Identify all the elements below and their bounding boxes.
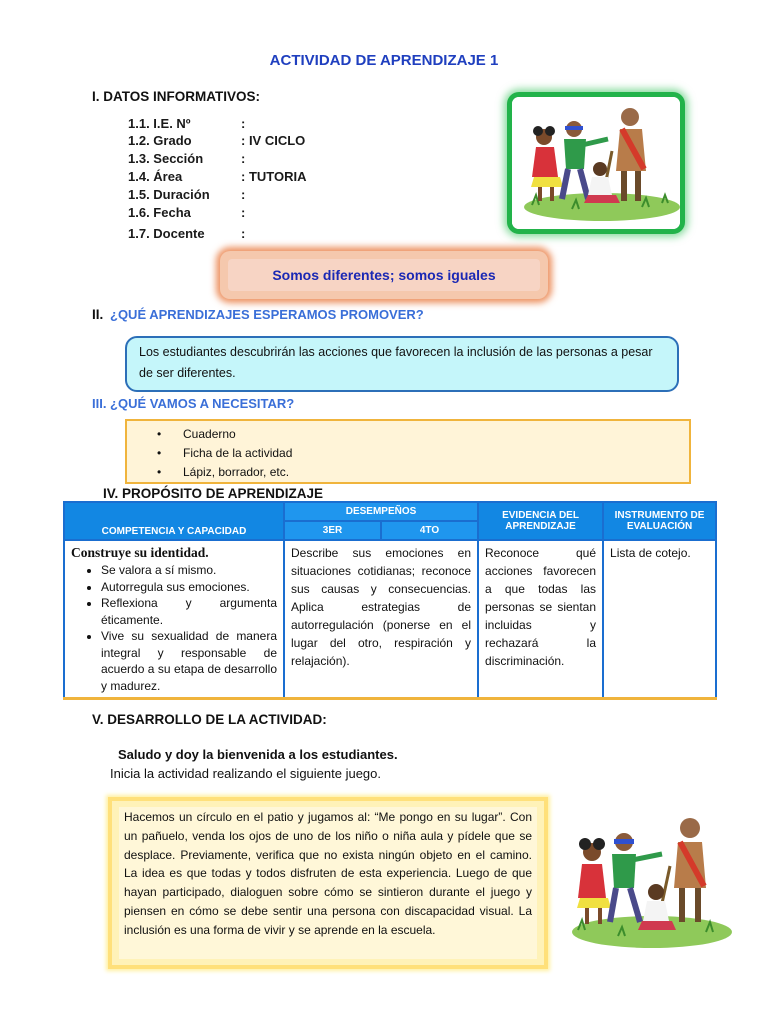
materials-box: • Cuaderno • Ficha de la actividad • Lápiz, borrador, etc. — [125, 419, 691, 484]
instruction-line: Inicia la actividad realizando el siguiente juego. — [110, 766, 382, 781]
page-title: ACTIVIDAD DE APRENDIZAJE 1 — [269, 52, 499, 69]
competencia-cell — [64, 540, 284, 699]
info-label: 1.6. Fecha — [128, 205, 191, 220]
info-value: : — [241, 205, 246, 220]
section-2-number: II. — [92, 307, 104, 322]
info-value: : — [241, 116, 246, 131]
list-item: • Vive su sexualidad de manera integral y responsable de acuerdo a su etapa de desarrollo y madurez. — [101, 628, 277, 694]
section-2-heading: ¿QUÉ APRENDIZAJES ESPERAMOS PROMOVER? — [110, 307, 424, 322]
list-item: • Autorregula sus emociones. — [101, 579, 277, 596]
info-value: : TUTORIA — [241, 169, 307, 184]
section-4-heading: IV. PROPÓSITO DE APRENDIZAJE — [103, 486, 324, 501]
info-label: 1.1. I.E. Nº — [128, 116, 191, 131]
capacidades-list — [71, 562, 277, 694]
info-value: : — [241, 226, 246, 241]
info-value: : — [241, 187, 246, 202]
list-item: • Se valora a sí mismo. — [101, 562, 277, 579]
purpose-table — [63, 501, 717, 700]
info-row — [128, 169, 306, 184]
game-instructions-box — [108, 797, 548, 969]
section-5-heading: V. DESARROLLO DE LA ACTIVIDAD: — [92, 712, 327, 727]
info-row — [128, 151, 245, 166]
blind-game-illustration — [566, 806, 736, 954]
header-desempenos: DESEMPEÑOS — [284, 502, 478, 521]
header-competencia: COMPETENCIA Y CAPACIDAD — [64, 502, 284, 540]
info-row — [128, 205, 245, 220]
greeting-line: Saludo y doy la bienvenida a los estudiantes. — [118, 747, 398, 762]
section-3-heading: III. ¿QUÉ VAMOS A NECESITAR? — [92, 396, 295, 411]
header-evidencia: EVIDENCIA DEL APRENDIZAJE — [478, 502, 603, 540]
learning-goal-box: Los estudiantes descubrirán las acciones que favorecen la inclusión de las personas a pesar de ser diferentes. — [125, 336, 679, 392]
info-value: : — [241, 151, 246, 166]
theme-banner — [220, 251, 548, 299]
game-instructions-text: Hacemos un círculo en el patio y jugamos al: “Me pongo en su lugar”. Con un pañuelo, venda los ojos de uno de los niño o niña aula y pídele que se desplace. Previamente, verifica que no exista ningún objeto en el camino. La idea es que todas y todos disfruten de esta experiencia. Luego de que hayan participado, dialoguen sobre cómo se sintieron durante el juego y piensen en cómo se debe sentir una persona con discapacidad visual. La inclusión es una forma de vivir y se aprende en la escuela. — [119, 807, 537, 959]
list-item: • Reflexiona y argumenta éticamente. — [101, 595, 277, 628]
info-row — [128, 187, 245, 202]
info-row — [128, 133, 305, 148]
info-row — [128, 226, 245, 241]
info-value: : IV CICLO — [241, 133, 306, 148]
info-row — [128, 116, 245, 131]
info-label: 1.7. Docente — [128, 226, 205, 241]
children-game-illustration — [507, 92, 685, 234]
info-label: 1.5. Duración — [128, 187, 210, 202]
instrumento-cell: Lista de cotejo. — [603, 540, 716, 699]
info-label: 1.2. Grado — [128, 133, 192, 148]
header-4to: 4TO — [381, 521, 478, 540]
info-label: 1.3. Sección — [128, 151, 204, 166]
competencia-title: Construye su identidad. — [71, 545, 209, 560]
desempeno-cell: Describe sus emociones en situaciones cotidianas; reconoce sus causas y consecuencias. Aplica estrategias de autorregulación (ponerse en el lugar del otro, respiración y relajación). — [284, 540, 478, 699]
info-label: 1.4. Área — [128, 169, 183, 184]
header-instrumento: INSTRUMENTO DE EVALUACIÓN — [603, 502, 716, 540]
evidencia-cell: Reconoce qué acciones favorecen a que todas las personas se sientan incluidas y rechazará la discriminación. — [478, 540, 603, 699]
header-3er: 3ER — [284, 521, 381, 540]
section-1-heading: I. DATOS INFORMATIVOS: — [92, 89, 260, 104]
theme-title: Somos diferentes; somos iguales — [228, 259, 540, 291]
